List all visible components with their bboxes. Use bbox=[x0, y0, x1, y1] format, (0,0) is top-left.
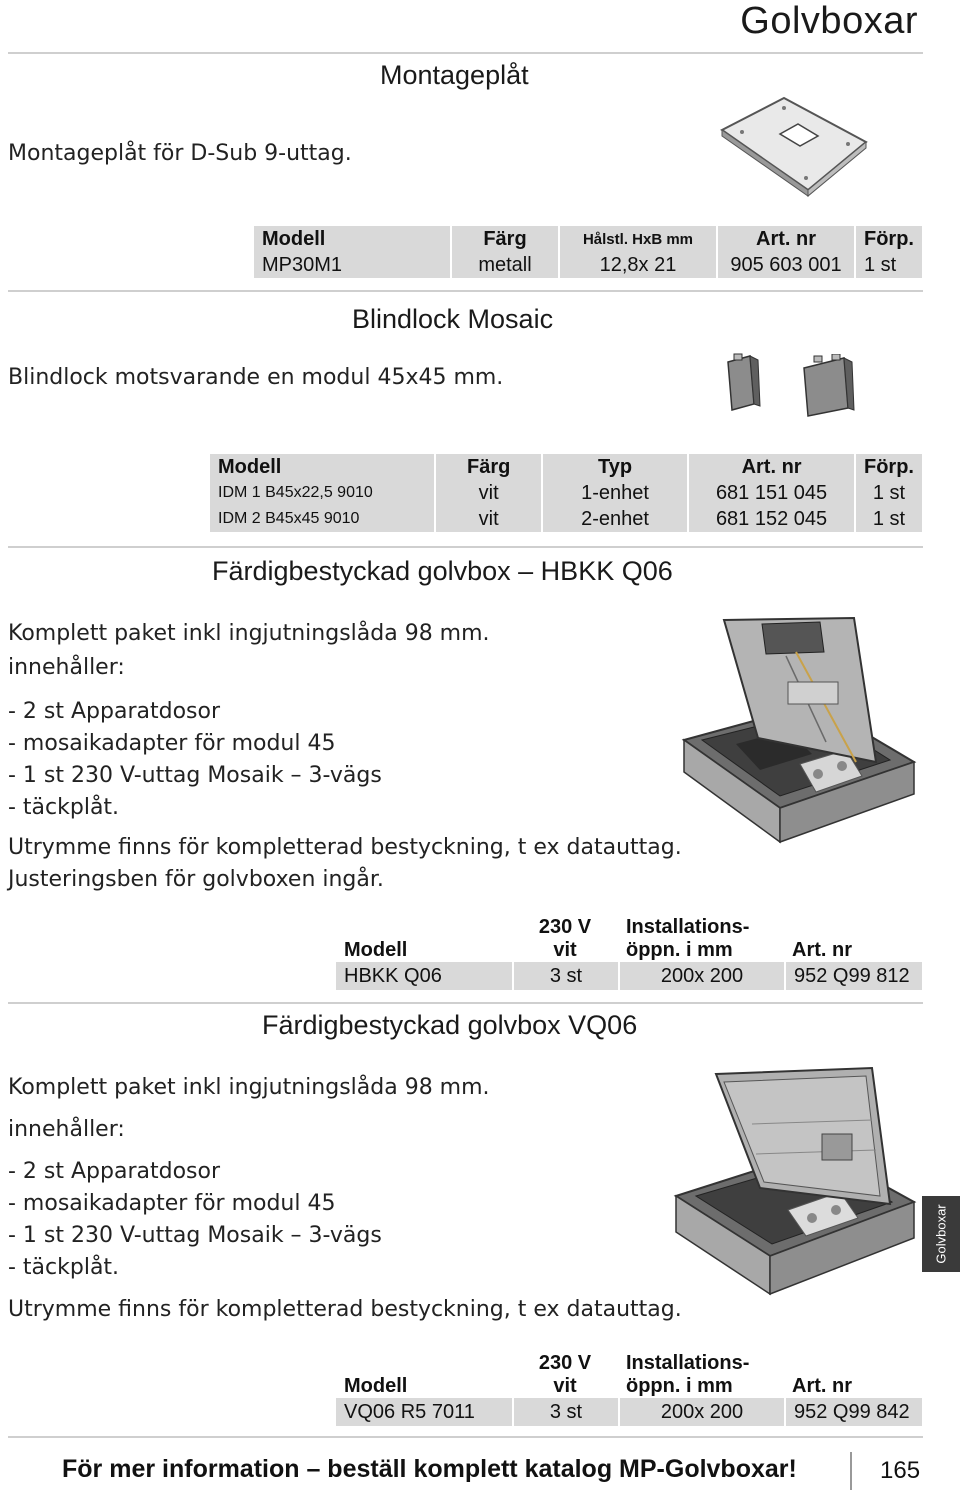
col-header-top-voltage: 230 V bbox=[538, 1352, 592, 1374]
col-header-modell: Modell bbox=[344, 1375, 408, 1397]
footer-info: För mer information – beställ komplett katalog MP-Golvboxar! bbox=[62, 1455, 797, 1483]
cell-artnr: 952 Q99 812 bbox=[784, 962, 922, 990]
col-header-artnr: Art. nr bbox=[687, 454, 854, 480]
header-rule bbox=[8, 52, 923, 54]
blindlock-1-unit-image bbox=[720, 352, 762, 414]
col-header-artnr: Art. nr bbox=[792, 1375, 852, 1397]
hbkk-line: Komplett paket inkl ingjutningslåda 98 mm. bbox=[8, 621, 490, 646]
cell-artnr: 681 152 045 bbox=[687, 506, 854, 532]
col-header-top-modell bbox=[336, 1352, 512, 1375]
col-header-modell: Modell bbox=[344, 939, 408, 961]
section-title-blindlock: Blindlock Mosaic bbox=[352, 304, 554, 334]
col-header-top-installation: Installations- bbox=[626, 916, 750, 938]
col-header-vit: vit bbox=[553, 1375, 577, 1397]
cell-forp: 1 st bbox=[854, 480, 922, 506]
hbkk-line: - 1 st 230 V-uttag Mosaik – 3-vägs bbox=[8, 763, 382, 788]
cell-forp: 1 st bbox=[854, 506, 922, 532]
floorbox-hbkk-image bbox=[676, 612, 924, 848]
col-header-top-voltage: 230 V bbox=[538, 916, 592, 938]
table-header-row bbox=[210, 454, 922, 480]
section-rule bbox=[8, 1436, 923, 1438]
table-row bbox=[336, 1398, 922, 1426]
vq06-line: innehåller: bbox=[8, 1117, 125, 1142]
cell-farg: vit bbox=[434, 480, 541, 506]
hbkk-line: - täckplåt. bbox=[8, 795, 120, 820]
col-header-farg: Färg bbox=[450, 226, 558, 252]
section-rule bbox=[8, 546, 923, 548]
blindlock-2-unit-image bbox=[798, 354, 860, 420]
table-header-row bbox=[336, 939, 922, 962]
floorbox-vq06-image bbox=[672, 1064, 924, 1300]
vq06-line: Utrymme finns för kompletterad bestyckning, t ex datauttag. bbox=[8, 1297, 682, 1322]
section-title-montageplat: Montageplåt bbox=[380, 60, 529, 90]
hbkk-line: - 2 st Apparatdosor bbox=[8, 699, 221, 724]
col-header-top-installation: Installations- bbox=[626, 1352, 750, 1374]
col-header-typ: Typ bbox=[541, 454, 687, 480]
blindlock-spec-table bbox=[210, 454, 922, 532]
table-header-row bbox=[336, 916, 922, 939]
hbkk-line: Justeringsben för golvboxen ingår. bbox=[8, 867, 384, 892]
hbkk-spec-table bbox=[336, 916, 922, 990]
section-rule bbox=[8, 1002, 923, 1004]
vq06-description bbox=[8, 1072, 682, 1326]
table-header-row bbox=[336, 1375, 922, 1398]
cell-oppning: 200x 200 bbox=[618, 962, 784, 990]
col-header-oppning: öppn. i mm bbox=[626, 1375, 733, 1397]
cell-farg: metall bbox=[450, 252, 558, 278]
col-header-artnr: Art. nr bbox=[792, 939, 852, 961]
vq06-line: Komplett paket inkl ingjutningslåda 98 mm. bbox=[8, 1075, 490, 1100]
hbkk-line: innehåller: bbox=[8, 655, 125, 680]
hbkk-line: - mosaikadapter för modul 45 bbox=[8, 731, 336, 756]
table-row bbox=[210, 480, 922, 506]
vq06-line: - mosaikadapter för modul 45 bbox=[8, 1191, 336, 1216]
hbkk-description bbox=[8, 618, 682, 896]
cell-modell: IDM 1 B45x22,5 9010 bbox=[210, 480, 434, 506]
cell-forp: 1 st bbox=[854, 252, 922, 278]
col-header-modell: Modell bbox=[210, 454, 434, 480]
cell-artnr: 952 Q99 842 bbox=[784, 1398, 922, 1426]
col-header-halstl: Hålstl. HxB mm bbox=[558, 226, 716, 252]
cell-typ: 1-enhet bbox=[541, 480, 687, 506]
cell-artnr: 905 603 001 bbox=[716, 252, 854, 278]
col-header-modell: Modell bbox=[254, 226, 450, 252]
cell-vit: 3 st bbox=[512, 962, 618, 990]
vq06-spec-table bbox=[336, 1352, 922, 1426]
cell-artnr: 681 151 045 bbox=[687, 480, 854, 506]
montageplat-spec-table bbox=[254, 226, 922, 278]
table-row bbox=[336, 962, 922, 990]
cell-farg: vit bbox=[434, 506, 541, 532]
vq06-line: - täckplåt. bbox=[8, 1255, 120, 1280]
col-header-forp: Förp. bbox=[854, 226, 922, 252]
vq06-line: - 1 st 230 V-uttag Mosaik – 3-vägs bbox=[8, 1223, 382, 1248]
section-rule bbox=[8, 290, 923, 292]
mounting-plate-image bbox=[714, 90, 874, 200]
table-header-row bbox=[336, 1352, 922, 1375]
col-header-farg: Färg bbox=[434, 454, 541, 480]
cell-halstl: 12,8x 21 bbox=[558, 252, 716, 278]
vq06-line: - 2 st Apparatdosor bbox=[8, 1159, 221, 1184]
cell-vit: 3 st bbox=[512, 1398, 618, 1426]
side-tab bbox=[922, 1196, 960, 1272]
col-header-forp: Förp. bbox=[854, 454, 922, 480]
cell-modell: HBKK Q06 bbox=[336, 962, 512, 990]
cell-modell: MP30M1 bbox=[254, 252, 450, 278]
cell-modell: IDM 2 B45x45 9010 bbox=[210, 506, 434, 532]
cell-modell: VQ06 R5 7011 bbox=[336, 1398, 512, 1426]
side-tab-label: Golvboxar bbox=[933, 1204, 949, 1264]
col-header-top-modell bbox=[336, 916, 512, 939]
blindlock-description: Blindlock motsvarande en modul 45x45 mm. bbox=[8, 365, 504, 390]
col-header-artnr: Art. nr bbox=[716, 226, 854, 252]
footer-divider bbox=[850, 1452, 852, 1490]
section-title-vq06: Färdigbestyckad golvbox VQ06 bbox=[262, 1010, 638, 1040]
page-header-title: Golvboxar bbox=[740, 0, 918, 42]
hbkk-line: Utrymme finns för kompletterad bestyckning, t ex datauttag. bbox=[8, 835, 682, 860]
col-header-oppning: öppn. i mm bbox=[626, 939, 733, 961]
page-number: 165 bbox=[880, 1457, 921, 1484]
section-title-hbkk: Färdigbestyckad golvbox – HBKK Q06 bbox=[212, 556, 673, 586]
cell-typ: 2-enhet bbox=[541, 506, 687, 532]
col-header-vit: vit bbox=[553, 939, 577, 961]
col-header-top-artnr bbox=[784, 1352, 922, 1375]
montageplat-description: Montageplåt för D-Sub 9-uttag. bbox=[8, 141, 352, 166]
table-row bbox=[254, 252, 922, 278]
table-row bbox=[210, 506, 922, 532]
col-header-top-artnr bbox=[784, 916, 922, 939]
cell-oppning: 200x 200 bbox=[618, 1398, 784, 1426]
table-header-row bbox=[254, 226, 922, 252]
